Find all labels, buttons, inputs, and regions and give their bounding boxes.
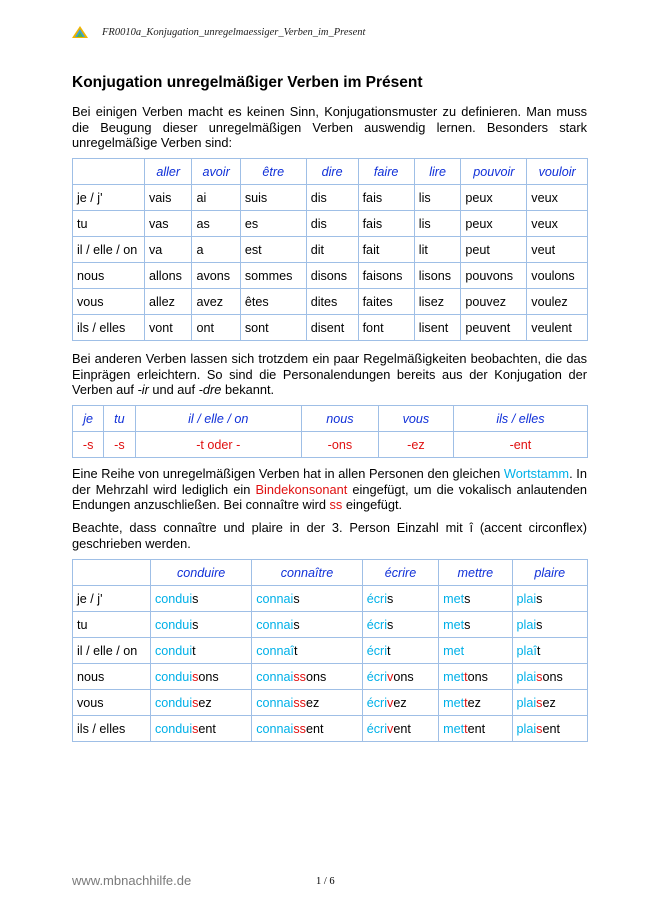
verb-header: avoir — [192, 159, 240, 185]
ending-part: ez — [393, 695, 407, 710]
conjugation-cell — [362, 690, 438, 716]
conjugation-cell: lisent — [414, 315, 461, 341]
conjugation-cell: lis — [414, 211, 461, 237]
ending-part: t — [387, 643, 391, 658]
ending-part: s — [536, 591, 543, 606]
conjugation-cell — [512, 638, 587, 664]
conjugation-cell: vas — [145, 211, 192, 237]
conjugation-cell: va — [145, 237, 192, 263]
ending-part: t — [536, 643, 541, 658]
binder-part: s — [536, 695, 543, 710]
conjugation-cell: veux — [527, 211, 588, 237]
stem-part: met — [443, 721, 465, 736]
table-row — [73, 237, 588, 263]
wortstamm-paragraph — [72, 466, 587, 513]
stem-part: plaî — [516, 643, 537, 658]
conjugation-cell: a — [192, 237, 240, 263]
para2-end: bekannt. — [221, 382, 275, 397]
conjugation-cell: vais — [145, 185, 192, 211]
verb-header: être — [240, 159, 306, 185]
stem-part: connai — [256, 695, 294, 710]
pronoun-cell: ils / elles — [73, 315, 145, 341]
stem-part: écri — [366, 669, 388, 684]
stem-part: écri — [366, 721, 388, 736]
table-row — [73, 664, 588, 690]
stem-part: connai — [256, 591, 294, 606]
website-footer: www.mbnachhilfe.de — [72, 873, 192, 888]
pronoun-cell: je / j' — [73, 185, 145, 211]
conjugation-cell: lit — [414, 237, 461, 263]
conjugation-cell — [512, 612, 587, 638]
page-title: Konjugation unregelmäßiger Verben im Présent — [72, 74, 423, 91]
stem-part: plai — [516, 721, 537, 736]
conjugation-cell: lisons — [414, 263, 461, 289]
conjugation-cell — [362, 638, 438, 664]
conjugation-cell — [512, 586, 587, 612]
conjugation-cell — [439, 638, 512, 664]
ending-part: ent — [393, 721, 411, 736]
endings-table — [72, 405, 588, 458]
binder-part: s — [536, 669, 543, 684]
pronoun-header: tu — [104, 406, 135, 432]
binder-part: v — [387, 669, 394, 684]
ending-cell: -s — [73, 432, 104, 458]
ending-part: s — [293, 617, 300, 632]
ending-part: ons — [542, 669, 563, 684]
ending-part: s — [293, 591, 300, 606]
conjugation-cell: veux — [527, 185, 588, 211]
conjugation-cell: sommes — [240, 263, 306, 289]
stem-part: connai — [256, 721, 294, 736]
conjugation-cell: disons — [306, 263, 358, 289]
table-row — [73, 690, 588, 716]
stem-part: met — [443, 643, 465, 658]
conjugation-cell: peuvent — [461, 315, 527, 341]
binder-part: v — [387, 695, 394, 710]
pronoun-cell: tu — [73, 211, 145, 237]
verb-header: plaire — [512, 560, 587, 586]
conjugation-cell: dites — [306, 289, 358, 315]
stem-part: écri — [366, 695, 388, 710]
para3-text-4: eingefügt. — [342, 497, 403, 512]
table-row — [73, 638, 588, 664]
table-row — [73, 586, 588, 612]
conjugation-cell — [252, 690, 363, 716]
page-number: 1 / 6 — [316, 876, 335, 887]
pronoun-cell: ils / elles — [73, 716, 151, 742]
conjugation-cell — [362, 664, 438, 690]
binder-part: v — [387, 721, 394, 736]
ending-part: ons — [198, 669, 219, 684]
pronoun-cell: je / j' — [73, 586, 151, 612]
stem-part: plai — [516, 669, 537, 684]
stem-part: condui — [155, 695, 193, 710]
conjugation-cell — [252, 664, 363, 690]
conjugation-cell — [362, 716, 438, 742]
pronoun-cell: il / elle / on — [73, 237, 145, 263]
ending-part: s — [464, 617, 471, 632]
binder-part: ss — [293, 695, 306, 710]
ending-part: s — [387, 617, 394, 632]
ending-ir: -ir — [137, 382, 149, 397]
stem-part: connai — [256, 669, 294, 684]
verb-header: faire — [358, 159, 414, 185]
wortstamm-term: Wortstamm — [503, 466, 570, 481]
conjugation-cell: font — [358, 315, 414, 341]
conjugation-cell — [151, 716, 252, 742]
ending-part: ons — [467, 669, 488, 684]
conjugation-cell — [151, 638, 252, 664]
table-row — [73, 211, 588, 237]
conjugation-cell: dis — [306, 211, 358, 237]
ending-part: ent — [198, 721, 216, 736]
binder-part: s — [192, 669, 199, 684]
conjugation-cell — [439, 664, 512, 690]
ending-part: s — [192, 591, 199, 606]
conjugation-cell — [512, 690, 587, 716]
conjugation-cell: fais — [358, 211, 414, 237]
table-row — [73, 716, 588, 742]
regularity-paragraph — [72, 351, 587, 398]
pronoun-header: ils / elles — [453, 406, 587, 432]
conjugation-cell: êtes — [240, 289, 306, 315]
conjugation-cell: vont — [145, 315, 192, 341]
stem-part: condui — [155, 617, 193, 632]
conjugation-cell: sont — [240, 315, 306, 341]
para3-text-3: eingefügt, um die vokalisch anlautenden Endungen anzuschließen. Bei connaître wird — [72, 481, 587, 512]
stem-part: condui — [155, 721, 193, 736]
conjugation-cell: veulent — [527, 315, 588, 341]
verb-header: lire — [414, 159, 461, 185]
conjugation-cell — [439, 690, 512, 716]
conjugation-cell — [151, 690, 252, 716]
ending-part: ons — [305, 669, 327, 684]
pronoun-header: je — [73, 406, 104, 432]
ending-part: ent — [305, 721, 324, 736]
conjugation-cell: ai — [192, 185, 240, 211]
conjugation-cell — [252, 612, 363, 638]
para2-mid: und auf — [148, 382, 199, 397]
verb-header: pouvoir — [461, 159, 527, 185]
conjugation-cell — [362, 612, 438, 638]
file-name: FR0010a_Konjugation_unregelmaessiger_Verben_im_Present — [102, 26, 366, 38]
conjugation-cell: fait — [358, 237, 414, 263]
para3-text-2: . In der Mehrzahl wird lediglich ein — [72, 466, 587, 497]
stem-part: met — [443, 695, 465, 710]
ending-cell: -ons — [301, 432, 378, 458]
verb-header — [73, 159, 145, 185]
stem-part: met — [443, 617, 465, 632]
table-row — [73, 263, 588, 289]
conjugation-cell — [151, 612, 252, 638]
stem-part: met — [443, 669, 465, 684]
conjugation-cell — [512, 664, 587, 690]
conjugation-cell: pouvez — [461, 289, 527, 315]
stem-part: plai — [516, 617, 537, 632]
stem-part: connai — [256, 617, 294, 632]
verb-header: connaître — [252, 560, 363, 586]
conjugation-cell — [439, 716, 512, 742]
ending-part: ez — [542, 695, 556, 710]
verb-header: aller — [145, 159, 192, 185]
conjugation-cell: suis — [240, 185, 306, 211]
ending-part: ez — [305, 695, 320, 710]
conjugation-cell: peut — [461, 237, 527, 263]
verb-header: écrire — [362, 560, 438, 586]
ending-part: t — [192, 643, 196, 658]
conjugation-cell: ont — [192, 315, 240, 341]
table-row — [73, 612, 588, 638]
conjugation-cell — [439, 612, 512, 638]
ending-part: ons — [393, 669, 414, 684]
binder-part: t — [464, 669, 468, 684]
binder-part: s — [536, 721, 543, 736]
pronoun-cell: nous — [73, 664, 151, 690]
conjugation-cell: faites — [358, 289, 414, 315]
ending-cell: -s — [104, 432, 135, 458]
verb-header: mettre — [439, 560, 512, 586]
conjugation-cell: lis — [414, 185, 461, 211]
ending-part: s — [464, 591, 471, 606]
conjugation-cell: veut — [527, 237, 588, 263]
conjugation-cell — [362, 586, 438, 612]
conjugation-cell: dis — [306, 185, 358, 211]
para2-text: Bei anderen Verben lassen sich trotzdem ein paar Regelmäßigkeiten beobachten, die das Einprägen erleichtern. So sind die Personalendungen bereits aus der Konjugation der Verben auf — [72, 351, 587, 397]
ss-term: ss — [329, 497, 343, 512]
stem-verbs-table — [72, 559, 588, 742]
conjugation-cell — [252, 716, 363, 742]
conjugation-cell: voulons — [527, 263, 588, 289]
conjugation-cell: allons — [145, 263, 192, 289]
circonflex-note: Beachte, dass connaître und plaire in der 3. Person Einzahl mit î (accent circonflex) geschrieben werden. — [72, 520, 587, 551]
stem-part: condui — [155, 669, 193, 684]
conjugation-cell — [151, 664, 252, 690]
ending-dre: -dre — [198, 382, 222, 397]
binder-part: t — [464, 695, 468, 710]
bindekonsonant-term: Bindekonsonant — [255, 481, 348, 497]
conjugation-cell: voulez — [527, 289, 588, 315]
pronoun-header: nous — [301, 406, 378, 432]
binder-part: t — [464, 721, 468, 736]
verb-header: vouloir — [527, 159, 588, 185]
table-row — [73, 289, 588, 315]
table-row — [73, 185, 588, 211]
ending-cell: -t oder - — [135, 432, 301, 458]
conjugation-cell — [439, 586, 512, 612]
conjugation-cell: peux — [461, 211, 527, 237]
pronoun-cell: nous — [73, 263, 145, 289]
conjugation-cell: peux — [461, 185, 527, 211]
ending-part: s — [536, 617, 543, 632]
table-row — [73, 315, 588, 341]
pronoun-cell: tu — [73, 612, 151, 638]
conjugation-cell: allez — [145, 289, 192, 315]
conjugation-cell: as — [192, 211, 240, 237]
conjugation-cell: faisons — [358, 263, 414, 289]
stem-part: condui — [155, 643, 193, 658]
verb-header — [73, 560, 151, 586]
conjugation-cell: disent — [306, 315, 358, 341]
binder-part: ss — [293, 721, 306, 736]
logo-icon — [72, 26, 88, 38]
stem-part: plai — [516, 695, 537, 710]
stem-part: met — [443, 591, 465, 606]
conjugation-cell: est — [240, 237, 306, 263]
pronoun-cell: vous — [73, 289, 145, 315]
stem-part: écri — [366, 617, 388, 632]
conjugation-cell: fais — [358, 185, 414, 211]
binder-part: ss — [293, 669, 306, 684]
pronoun-header: il / elle / on — [135, 406, 301, 432]
conjugation-cell — [252, 638, 363, 664]
ending-part: ent — [467, 721, 486, 736]
ending-part: ent — [542, 721, 560, 736]
ending-cell: -ez — [378, 432, 453, 458]
ending-part: t — [294, 643, 298, 658]
pronoun-cell: il / elle / on — [73, 638, 151, 664]
document-header — [72, 26, 365, 38]
verb-header: conduire — [151, 560, 252, 586]
pronoun-header: vous — [378, 406, 453, 432]
conjugation-cell — [252, 586, 363, 612]
conjugation-cell: es — [240, 211, 306, 237]
stem-part: connaî — [256, 643, 295, 658]
binder-part: s — [192, 721, 199, 736]
conjugation-cell: lisez — [414, 289, 461, 315]
conjugation-cell: dit — [306, 237, 358, 263]
pronoun-cell: vous — [73, 690, 151, 716]
conjugation-cell — [512, 716, 587, 742]
conjugation-cell: pouvons — [461, 263, 527, 289]
binder-part: s — [192, 695, 199, 710]
stem-part: plai — [516, 591, 537, 606]
para3-text-1: Eine Reihe von unregelmäßigen Verben hat in allen Personen den gleichen — [72, 466, 504, 481]
verb-header: dire — [306, 159, 358, 185]
intro-paragraph: Bei einigen Verben macht es keinen Sinn, Konjugationsmuster zu definieren. Man muss die Beugung dieser unregelmäßigen Verben auswendig lernen. Besonders stark unregelmäßige Verben sind: — [72, 104, 587, 150]
ending-part: s — [192, 617, 199, 632]
ending-part: s — [387, 591, 394, 606]
conjugation-cell: avez — [192, 289, 240, 315]
stem-part: condui — [155, 591, 193, 606]
stem-part: écri — [366, 591, 388, 606]
ending-part: ez — [467, 695, 481, 710]
ending-part: ez — [198, 695, 212, 710]
conjugation-cell: avons — [192, 263, 240, 289]
irregular-verbs-table — [72, 158, 588, 341]
stem-part: écri — [366, 643, 388, 658]
conjugation-cell — [151, 586, 252, 612]
ending-cell: -ent — [453, 432, 587, 458]
